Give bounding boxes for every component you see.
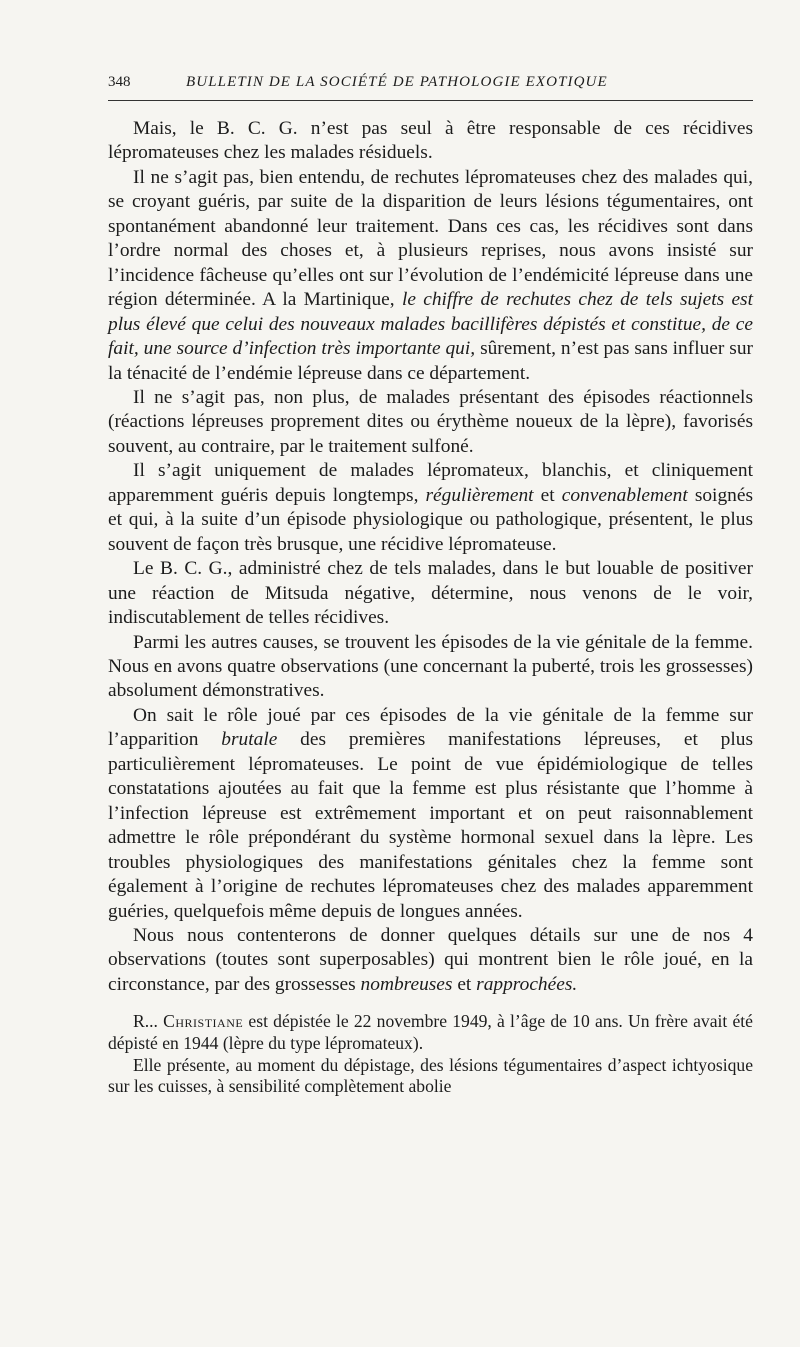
- case-paragraph-1: R... Christiane est dépistée le 22 novembre 1949, à l’âge de 10 ans. Un frère avait été dépisté en 1944 (lèpre du type lépromateux).: [108, 1011, 753, 1054]
- emphasis-text: nombreuses: [360, 973, 453, 995]
- journal-title: BULLETIN DE LA SOCIÉTÉ DE PATHOLOGIE EXOTIQUE: [186, 74, 608, 90]
- emphasis-text: régulièrement: [425, 484, 534, 506]
- running-header: [108, 72, 753, 101]
- paragraph-7: On sait le rôle joué par ces épisodes de la vie génitale de la femme sur l’apparition brutale des premières manifestations lépreuses, et plus particulièrement lépromateuses. Le point de vue épidémiologique de telles constatations ajoutées au fait que la femme est plus résistante que l’homme à l’infection lépreuse est extrêmement important et on peut raisonnablement admettre le rôle prépondérant du système hormonal sexuel dans la lèpre. Les troubles physiologiques des manifestations génitales chez la femme sont également à l’origine de rechutes lépromateuses chez des malades apparemment guéries, quelquefois même depuis de longues années.: [108, 704, 753, 922]
- paragraph-2: Il ne s’agit pas, bien entendu, de rechutes lépromateuses chez des malades qui, se croyant guéris, par suite de la disparition de leurs lésions tégumentaires, ont spontanément abandonné leur traitement. Dans ces cas, les récidives sont dans l’ordre normal des choses et, à plusieurs reprises, nous avons insisté sur l’incidence fâcheuse qu’elles ont sur l’évolution de l’endémicité lépreuse dans une région déterminée. A la Martinique, le chiffre de rechutes chez de tels sujets est plus élevé que celui des nouveaux malades bacillifères dépistés et constitue, de ce fait, une source d’infection très importante qui, sûrement, n’est pas sans influer sur la ténacité de l’endémie lépreuse dans ce département.: [108, 166, 753, 384]
- article-body: [108, 117, 753, 997]
- page-number: 348: [108, 74, 131, 90]
- paragraph-6: Parmi les autres causes, se trouvent les épisodes de la vie génitale de la femme. Nous en avons quatre observations (une concernant la puberté, trois les grossesses) absolument démonstratives.: [108, 631, 753, 702]
- paragraph-4: Il s’agit uniquement de malades lépromateux, blanchis, et cliniquement apparemment guéris depuis longtemps, régulièrement et convenablement soignés et qui, à la suite d’un épisode physiologique ou pathologique, présentent, le plus souvent de façon très brusque, une récidive lépromateuse.: [108, 460, 753, 555]
- emphasis-text: brutale: [221, 729, 278, 751]
- paragraph-5: Le B. C. G., administré chez de tels malades, dans le but louable de positiver une réaction de Mitsuda négative, détermine, nous venons de le voir, indiscutablement de telles récidives.: [108, 558, 753, 629]
- case-report: [108, 1011, 753, 1098]
- paragraph-1: Mais, le B. C. G. n’est pas seul à être responsable de ces récidives lépromateuses chez les malades résiduels.: [108, 118, 753, 164]
- patient-name: Christiane: [163, 1011, 244, 1032]
- case-paragraph-2: Elle présente, au moment du dépistage, des lésions tégumentaires d’aspect ichtyosique sur les cuisses, à sensibilité complètement abolie: [108, 1054, 753, 1097]
- paragraph-3: Il ne s’agit pas, non plus, de malades présentant des épisodes réactionnels (réactions lépreuses proprement dites ou érythème noueux de la lèpre), favorisés souvent, au contraire, par le traitement sulfoné.: [108, 386, 753, 457]
- emphasis-text: rapprochées.: [476, 973, 578, 995]
- emphasis-text: convenablement: [561, 484, 688, 506]
- document-page: [108, 72, 753, 1098]
- emphasis-text: le chiffre de rechutes chez de tels sujets est plus élevé que celui des nouveaux malades bacillifères dépistés et constitue, de ce fait, une source d’infection très importante qui,: [108, 289, 753, 360]
- paragraph-8: Nous nous contenterons de donner quelques détails sur une de nos 4 observations (toutes sont superposables) qui montrent bien le rôle joué, en la circonstance, par des grossesses nombreuses et rapprochées.: [108, 924, 753, 995]
